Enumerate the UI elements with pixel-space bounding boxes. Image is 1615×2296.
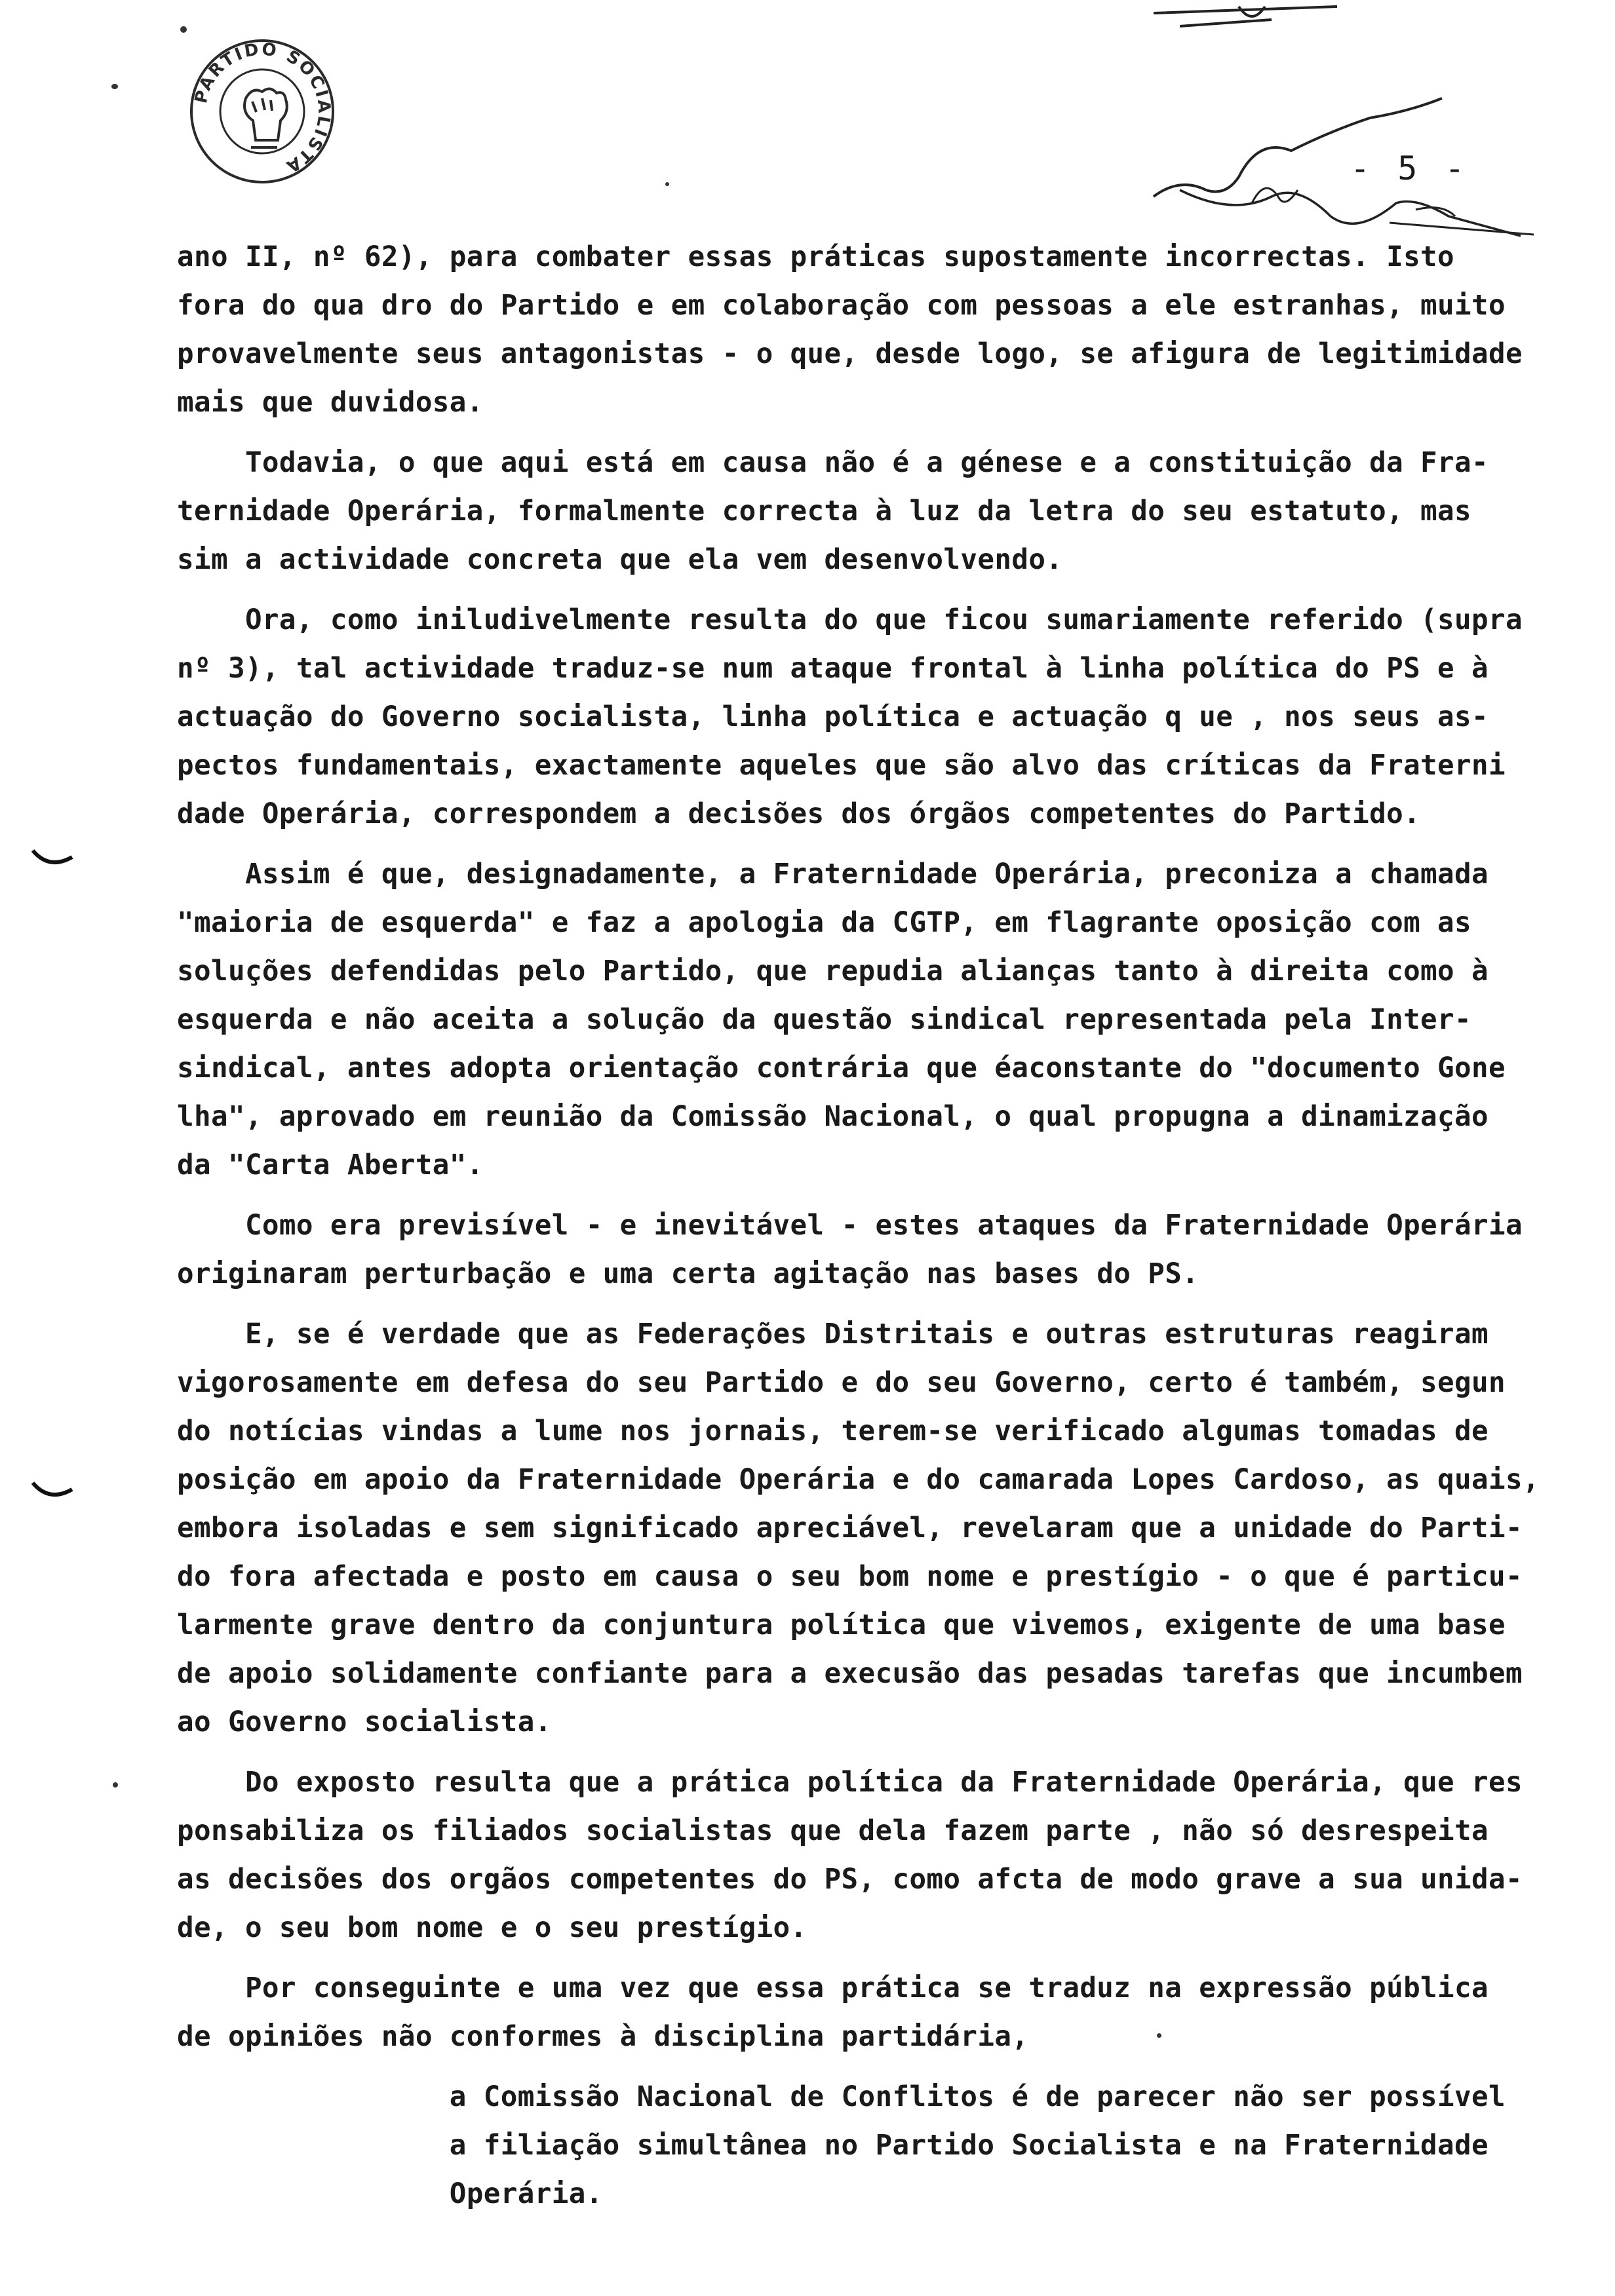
text-line: embora isoladas e sem significado apreciável, revelaram que a unidade do Parti- <box>177 1512 1523 1544</box>
text-line: Como era previsível - e inevitável - estes ataques da Fraternidade Operária <box>177 1210 1523 1242</box>
text-line: actuação do Governo socialista, linha política e actuação q ue , nos seus as- <box>177 701 1489 733</box>
text-line: Operária. <box>177 2178 603 2210</box>
text-line: lha", aprovado em reunião da Comissão Nacional, o qual propugna a dinamização <box>177 1101 1489 1133</box>
ink-speck <box>180 26 187 33</box>
text-line: ano II, nº 62), para combater essas práticas supostamente incorrectas. Isto <box>177 241 1455 273</box>
text-line: dade Operária, correspondem a decisões dos órgãos competentes do Partido. <box>177 798 1421 830</box>
text-line: sindical, antes adopta orientação contrária que éaconstante do "documento Gone <box>177 1052 1506 1084</box>
text-line: vigorosamente em defesa do seu Partido e do seu Governo, certo é também, segun <box>177 1367 1506 1399</box>
text-line: de opiniões não conformes à disciplina partidária, <box>177 2021 1029 2053</box>
text-line: provavelmente seus antagonistas - o que, desde logo, se afigura de legitimidade <box>177 338 1523 370</box>
fist-icon <box>244 88 287 147</box>
margin-hole-mark <box>29 845 75 871</box>
partido-socialista-seal <box>187 36 338 187</box>
text-line: ponsabiliza os filiados socialistas que dela fazem parte , não só desrespeita <box>177 1815 1489 1847</box>
text-line: do notícias vindas a lume nos jornais, terem-se verificado algumas tomadas de <box>177 1415 1489 1447</box>
text-line: nº 3), tal actividade traduz-se num ataque frontal à linha política do PS e à <box>177 653 1489 685</box>
text-line: do fora afectada e posto em causa o seu bom nome e prestígio - o que é particu- <box>177 1561 1523 1593</box>
text-line: fora do qua dro do Partido e em colaboração com pessoas a ele estranhas, muito <box>177 290 1506 322</box>
text-line: esquerda e não aceita a solução da questão sindical representada pela Inter- <box>177 1004 1472 1036</box>
page-number: - 5 - <box>1350 149 1469 187</box>
text-line: E, se é verdade que as Federações Distritais e outras estruturas reagiram <box>177 1318 1489 1350</box>
text-line: ao Governo socialista. <box>177 1706 552 1738</box>
document-body <box>177 233 1606 2219</box>
text-line: pectos fundamentais, exactamente aqueles que são alvo das críticas da Fraterni <box>177 750 1506 782</box>
svg-text:PARTIDO SOCIALISTA: PARTIDO SOCIALISTA <box>191 39 334 178</box>
margin-hole-mark <box>29 1478 75 1504</box>
paragraph <box>177 233 1606 427</box>
top-scribble-mark <box>1140 0 1350 39</box>
text-line: posição em apoio da Fraternidade Operária e do camarada Lopes Cardoso, as quais, <box>177 1464 1540 1496</box>
paragraph <box>177 439 1606 584</box>
text-line: as decisões dos orgãos competentes do PS, como afcta de modo grave a sua unida- <box>177 1864 1523 1896</box>
conclusion-paragraph <box>177 2073 1606 2219</box>
text-line: ternidade Operária, formalmente correcta à luz da letra do seu estatuto, mas <box>177 495 1472 527</box>
ink-speck <box>665 182 669 186</box>
text-line: "maioria de esquerda" e faz a apologia da CGTP, em flagrante oposição com as <box>177 907 1472 939</box>
text-line: de apoio solidamente confiante para a execusão das pesadas tarefas que incumbem <box>177 1658 1523 1690</box>
paragraph <box>177 1759 1606 1953</box>
ink-speck <box>111 84 118 89</box>
text-line: de, o seu bom nome e o seu prestígio. <box>177 1912 808 1944</box>
text-line: originaram perturbação e uma certa agitação nas bases do PS. <box>177 1258 1199 1290</box>
paragraph <box>177 596 1606 839</box>
text-line: Por conseguinte e uma vez que essa prática se traduz na expressão pública <box>177 1972 1489 2004</box>
text-line: soluções defendidas pelo Partido, que repudia alianças tanto à direita como à <box>177 955 1489 987</box>
text-line: a filiação simultânea no Partido Socialista e na Fraternidade <box>177 2130 1489 2162</box>
text-line: a Comissão Nacional de Conflitos é de parecer não ser possível <box>177 2081 1506 2113</box>
text-line: Todavia, o que aqui está em causa não é a génese e a constituição da Fra- <box>177 447 1489 479</box>
paragraph <box>177 1311 1606 1747</box>
text-line: mais que duvidosa. <box>177 387 484 419</box>
text-line: sim a actividade concreta que ela vem desenvolvendo. <box>177 544 1063 576</box>
text-line: Ora, como iniludivelmente resulta do que ficou sumariamente referido (supra <box>177 604 1523 636</box>
paragraph <box>177 851 1606 1190</box>
text-line: larmente grave dentro da conjuntura política que vivemos, exigente de uma base <box>177 1609 1506 1641</box>
text-line: Assim é que, designadamente, a Fraternidade Operária, preconiza a chamada <box>177 858 1489 890</box>
paragraph <box>177 1202 1606 1299</box>
text-line: da "Carta Aberta". <box>177 1149 484 1181</box>
ink-speck <box>113 1782 118 1788</box>
text-line: Do exposto resulta que a prática política da Fraternidade Operária, que res <box>177 1767 1523 1799</box>
paragraph <box>177 1964 1606 2061</box>
